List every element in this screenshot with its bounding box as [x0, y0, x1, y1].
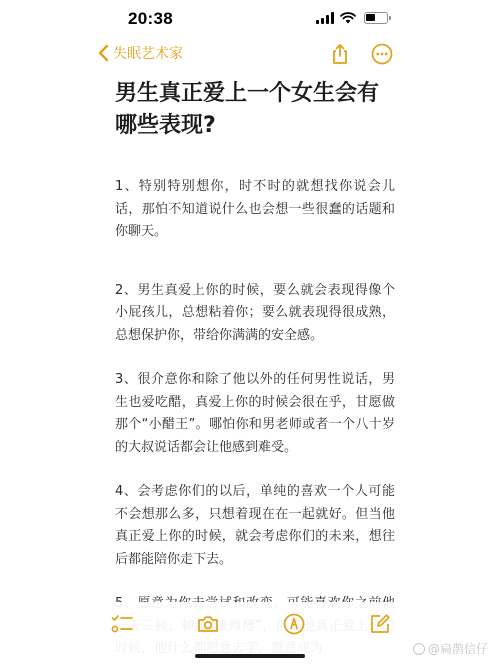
watermark-logo-icon	[413, 643, 425, 655]
watermark	[413, 640, 488, 657]
nav-bar	[0, 40, 500, 70]
share-icon	[330, 43, 350, 65]
note-paragraph: 2、男生真爱上你的时候，要么就会表现得像个小屁孩儿，总想粘着你；要么就表现得很成熟，总想保护你，带给你满满的安全感。	[115, 282, 395, 343]
note-paragraph: 4、会考虑你们的以后，单纯的喜欢一个人可能不会想那么多，只想着现在在一起就好。但当他真正爱上你的时候，就会考虑你们的未来，想往后都能陪你走下去。	[115, 484, 395, 567]
cellular-signal-icon	[316, 12, 334, 24]
status-time: 20:38	[128, 9, 173, 28]
compose-button[interactable]	[368, 612, 392, 636]
nav-actions	[328, 42, 394, 66]
status-icons	[316, 12, 388, 24]
status-bar	[0, 0, 500, 40]
back-button[interactable]	[98, 43, 183, 63]
chevron-left-icon	[98, 44, 109, 62]
more-icon	[371, 43, 393, 65]
camera-button[interactable]	[196, 612, 220, 636]
compose-icon	[369, 613, 391, 635]
more-button[interactable]	[370, 42, 394, 66]
camera-icon	[197, 615, 219, 633]
home-indicator	[195, 654, 305, 658]
back-label: 失眠艺术家	[113, 46, 183, 62]
note-paragraph: 1、特别特别想你，时不时的就想找你说会儿话，那怕不知道说什么也会想一些很蠢的话题和你聊天。	[115, 179, 395, 239]
markup-button[interactable]	[282, 612, 306, 636]
note-paragraph: 3、很介意你和除了他以外的任何男性说话，男生也爱吃醋，真爱上你的时候会很在乎，甘愿做那个“小醋王”。哪怕你和男老师或者一个八十岁的大叔说话都会让他感到难受。	[115, 372, 395, 455]
checklist-icon	[111, 614, 133, 634]
toolbar-icons	[110, 612, 392, 636]
note-body	[115, 176, 395, 661]
markup-icon	[283, 613, 305, 635]
wifi-icon	[340, 12, 356, 24]
note-title: 男生真正爱上一个女生会有哪些表现?	[115, 81, 380, 138]
checklist-button[interactable]	[110, 612, 134, 636]
share-button[interactable]	[328, 42, 352, 66]
watermark-text: @扁鹊信仔	[427, 642, 488, 656]
battery-icon	[364, 12, 388, 24]
note-content[interactable]	[115, 78, 395, 667]
